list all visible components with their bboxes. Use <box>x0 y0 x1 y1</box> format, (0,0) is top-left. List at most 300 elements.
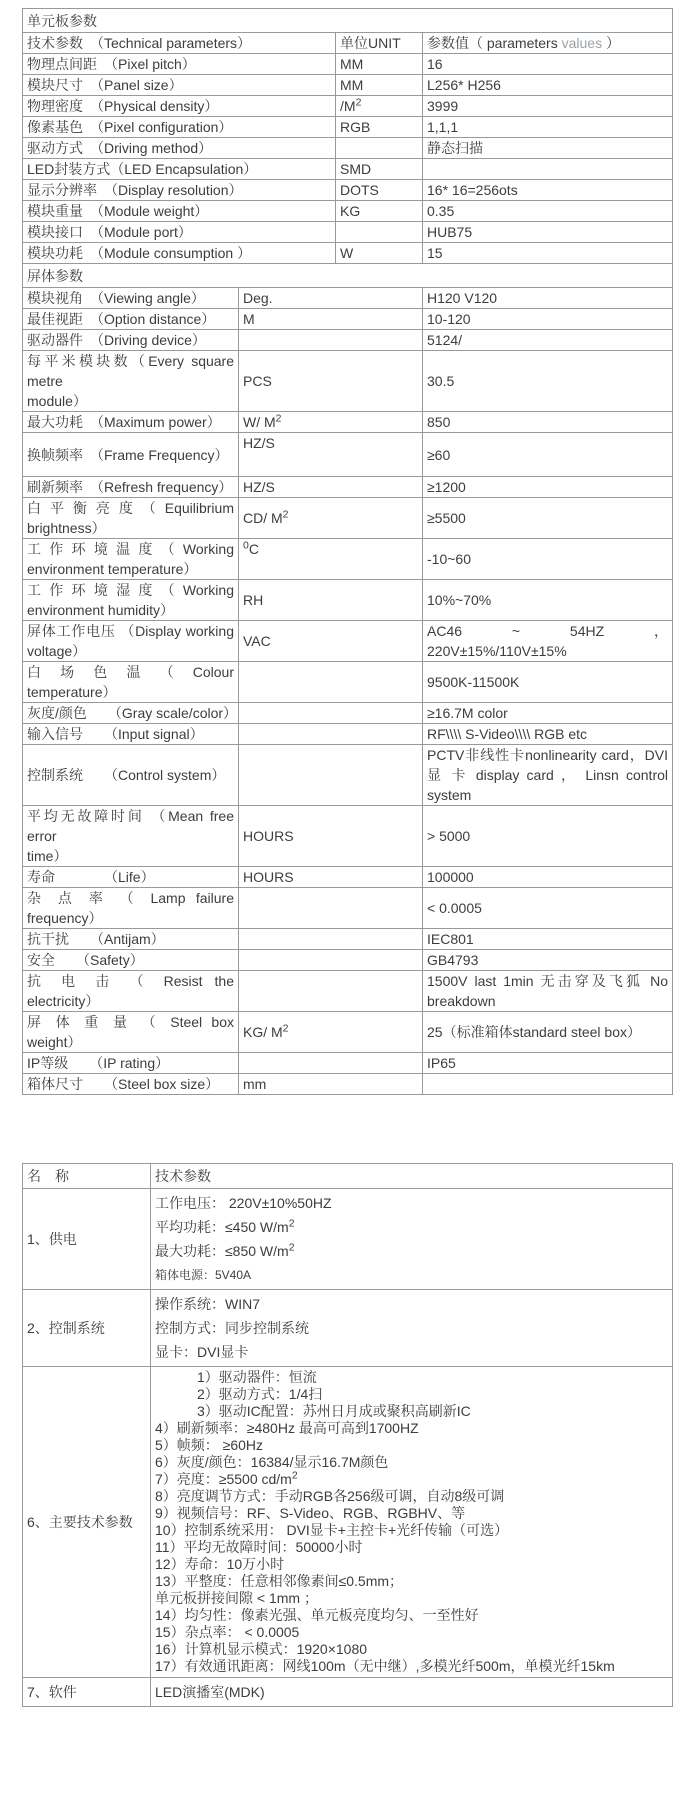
spec-line <box>155 1437 668 1454</box>
superscript: 2 <box>282 1022 289 1035</box>
text: 11）平均无故障时间：50000小时 <box>155 1539 363 1555</box>
unit-cell <box>239 806 423 867</box>
unit-cell <box>239 724 423 745</box>
screen-tech-table-body <box>23 1189 673 1707</box>
text: 平均功耗：≤450 W/m <box>155 1219 289 1235</box>
text: 寿命 （Life） <box>27 869 155 885</box>
spec-line <box>155 1505 668 1522</box>
justified-line: 1500V last 1min 无击穿及飞狐 No <box>427 973 668 989</box>
spec-row <box>23 867 673 888</box>
unit-cell <box>239 888 423 929</box>
text: W/ M <box>243 414 276 430</box>
text: CD/ M <box>243 510 283 526</box>
unit-cell <box>336 138 423 159</box>
text: time） <box>27 848 68 864</box>
text: ≥16.7M color <box>427 705 508 721</box>
spec-row <box>23 288 673 309</box>
text: VAC <box>243 633 271 649</box>
justified-line: 白 平 衡 亮 度 （ Equilibrium <box>27 500 234 516</box>
unit-cell <box>239 288 423 309</box>
parameter-cell <box>23 950 239 971</box>
spec-row <box>23 201 673 222</box>
spec-line <box>155 1607 668 1624</box>
value-cell <box>423 971 673 1012</box>
parameter-cell <box>23 33 336 54</box>
spec-row <box>23 703 673 724</box>
text: C <box>248 541 259 557</box>
value-cell <box>423 138 673 159</box>
text: 驱动方式 （Driving method） <box>27 140 213 156</box>
text: environment humidity） <box>27 602 175 618</box>
text: breakdown <box>427 993 496 1009</box>
unit-cell <box>336 222 423 243</box>
spec-row <box>23 159 673 180</box>
unit-cell <box>336 159 423 180</box>
text: 10）控制系统采用： DVI显卡+主控卡+光纤传输（可选） <box>155 1522 509 1538</box>
justified-line: AC46 ~ 54HZ ， <box>427 623 668 639</box>
text: 5124/ <box>427 332 463 348</box>
unit-cell <box>239 412 423 433</box>
spec-row <box>23 412 673 433</box>
text: ≥1200 <box>427 479 466 495</box>
text: H120 V120 <box>427 290 498 306</box>
parameter-cell <box>23 159 336 180</box>
text: electricity） <box>27 993 100 1009</box>
text: 220V±15%/110V±15% <box>427 643 567 659</box>
parameter-cell <box>23 288 239 309</box>
text: 4）刷新频率：≥480Hz 最高可高到1700HZ <box>155 1420 419 1436</box>
section-title: 单元板参数 <box>23 9 673 33</box>
name-cell: 6、主要技术参数 <box>23 1367 151 1678</box>
spec-row <box>23 243 673 264</box>
text: IEC801 <box>427 931 474 947</box>
text: 模块重量 （Module weight） <box>27 203 209 219</box>
spec-line <box>155 1471 668 1488</box>
text: DOTS <box>340 182 379 198</box>
spec-row <box>23 1053 673 1074</box>
unit-cell <box>239 433 423 477</box>
parameter-cell <box>23 412 239 433</box>
text: 3）驱动IC配置：苏州日月成或聚积高刷新IC <box>155 1403 471 1419</box>
spec-row <box>23 498 673 539</box>
text: voltage） <box>27 643 87 659</box>
text: 3999 <box>427 98 459 114</box>
text: environment temperature） <box>27 561 198 577</box>
unit-cell <box>239 1053 423 1074</box>
text: 850 <box>427 414 451 430</box>
text: 14）均匀性：像素光强、单元板亮度均匀、一至性好 <box>155 1607 479 1623</box>
unit-board-parameters-table <box>22 8 673 1095</box>
text: 箱体尺寸 （Steel box size） <box>27 1076 220 1092</box>
unit-cell <box>336 243 423 264</box>
tech-params-cell <box>151 1678 673 1707</box>
parameter-cell <box>23 498 239 539</box>
parameter-cell <box>23 1053 239 1074</box>
spec-line <box>155 1522 668 1539</box>
value-cell <box>423 950 673 971</box>
text: 5）帧频： ≥60Hz <box>155 1437 264 1453</box>
text: KG/ M <box>243 1024 283 1040</box>
spec-line <box>155 1573 668 1590</box>
value-cell <box>423 222 673 243</box>
spec-row <box>23 1189 673 1290</box>
value-cell <box>423 621 673 662</box>
value-cell <box>423 309 673 330</box>
justified-line: 显 卡 display card ， Linsn control <box>427 767 668 783</box>
text: MM <box>340 56 364 72</box>
spec-line <box>155 1420 668 1437</box>
unit-cell <box>239 929 423 950</box>
spec-line <box>155 1263 668 1287</box>
unit-cell <box>239 621 423 662</box>
text: LED演播室(MDK) <box>155 1684 265 1700</box>
parameter-cell <box>23 117 336 138</box>
parameter-cell <box>23 703 239 724</box>
parameter-cell <box>23 201 336 222</box>
text: 10%~70% <box>427 592 492 608</box>
unit-cell <box>239 1074 423 1095</box>
parameter-cell <box>23 971 239 1012</box>
text: 16 <box>427 56 443 72</box>
parameter-cell <box>23 243 336 264</box>
table-header-row <box>23 1164 673 1189</box>
name-column-header: 名 称 <box>23 1164 151 1189</box>
text: 静态扫描 <box>427 140 483 156</box>
spec-line <box>155 1539 668 1556</box>
value-cell <box>423 159 673 180</box>
text: 16）计算机显示模式：1920×1080 <box>155 1641 368 1657</box>
unit-cell <box>239 309 423 330</box>
value-cell <box>423 703 673 724</box>
text: 物理密度 （Physical density） <box>27 98 219 114</box>
text: 25（标准箱体standard steel box） <box>427 1024 641 1040</box>
justified-line: 屏体工作电压 （Display working <box>27 623 234 639</box>
text: 9）视频信号：RF、S-Video、RGB、RGBHV、等 <box>155 1505 466 1521</box>
text: 12）寿命：10万小时 <box>155 1556 285 1572</box>
text: 最大功耗：≤850 W/m <box>155 1243 289 1259</box>
spec-line <box>155 1215 668 1239</box>
text: 刷新频率 （Refresh frequency） <box>27 479 233 495</box>
text: 箱体电源：5V40A <box>155 1268 252 1282</box>
superscript: 2 <box>291 1469 298 1482</box>
justified-line: 工 作 环 境 湿 度 （ Working <box>27 582 234 598</box>
spec-row <box>23 1678 673 1707</box>
parameter-cell <box>23 330 239 351</box>
spec-row <box>23 222 673 243</box>
text: /M <box>340 98 356 114</box>
text: ≥5500 <box>427 510 466 526</box>
spec-row <box>23 1367 673 1678</box>
text: 单元板拼接间隙 < 1mm ； <box>155 1590 318 1606</box>
parameter-cell <box>23 806 239 867</box>
value-cell <box>423 288 673 309</box>
justified-line: 杂 点 率 （ Lamp failure <box>27 890 234 906</box>
value-cell <box>423 351 673 412</box>
unit-cell <box>336 33 423 54</box>
parameter-cell <box>23 888 239 929</box>
parameter-cell <box>23 867 239 888</box>
justified-line: 平均无故障时间 （Mean free error <box>27 808 234 844</box>
spec-row <box>23 971 673 1012</box>
text: 操作系统：WIN7 <box>155 1296 260 1312</box>
value-cell <box>423 1074 673 1095</box>
spec-line <box>155 1624 668 1641</box>
parameter-cell <box>23 54 336 75</box>
text: 17）有效通讯距离：网线100m（无中继）,多模光纤500m，单模光纤15km <box>155 1658 615 1674</box>
spec-line <box>155 1658 668 1675</box>
spec-row <box>23 888 673 929</box>
text: brightness） <box>27 520 106 536</box>
value-cell <box>423 745 673 806</box>
section-title-row <box>23 264 673 288</box>
spec-row <box>23 1012 673 1053</box>
value-cell <box>423 724 673 745</box>
text: 参数值（ parameters <box>427 35 562 51</box>
spec-row <box>23 1290 673 1367</box>
text: -10~60 <box>427 551 471 567</box>
parameter-cell <box>23 138 336 159</box>
value-cell <box>423 412 673 433</box>
text: 7）亮度：≥5500 cd/m <box>155 1471 292 1487</box>
text: 换帧频率 （Frame Frequency） <box>27 446 229 463</box>
unit-cell <box>239 867 423 888</box>
section-title-row <box>23 9 673 33</box>
text: 最佳视距 （Option distance） <box>27 311 216 327</box>
superscript: 2 <box>275 412 282 425</box>
text: 模块接口 （Module port） <box>27 224 192 240</box>
spec-line <box>155 1369 668 1386</box>
parameter-cell <box>23 75 336 96</box>
spec-line <box>155 1316 668 1340</box>
parameter-cell <box>23 724 239 745</box>
spec-row <box>23 950 673 971</box>
spec-row <box>23 477 673 498</box>
value-cell <box>423 539 673 580</box>
text: 驱动器件 （Driving device） <box>27 332 206 348</box>
tech-params-cell <box>151 1189 673 1290</box>
text: HUB75 <box>427 224 473 240</box>
text: 控制系统 （Control system） <box>27 767 226 783</box>
text: frequency） <box>27 910 103 926</box>
text: IP等级 （IP rating） <box>27 1055 170 1071</box>
spec-row <box>23 662 673 703</box>
value-cell <box>423 180 673 201</box>
unit-cell <box>336 117 423 138</box>
spec-line <box>155 1556 668 1573</box>
spec-row <box>23 54 673 75</box>
superscript: 2 <box>288 1241 295 1254</box>
section-title: 屏体参数 <box>23 264 673 288</box>
unit-cell <box>239 662 423 703</box>
value-cell <box>423 117 673 138</box>
text: < 0.0005 <box>427 900 482 916</box>
text: 0.35 <box>427 203 455 219</box>
name-cell: 1、供电 <box>23 1189 151 1290</box>
spec-row <box>23 621 673 662</box>
superscript: 0 <box>243 539 249 552</box>
spec-line <box>155 1488 668 1505</box>
parameter-cell <box>23 309 239 330</box>
unit-cell <box>239 498 423 539</box>
text: 9500K-11500K <box>427 674 520 690</box>
value-cell <box>423 433 673 477</box>
value-cell <box>423 888 673 929</box>
tech-params-cell <box>151 1367 673 1678</box>
text: 模块功耗 （Module consumption ） <box>27 245 252 261</box>
spec-row <box>23 96 673 117</box>
spec-row <box>23 433 673 477</box>
spec-row <box>23 309 673 330</box>
unit-cell <box>239 950 423 971</box>
unit-cell <box>239 351 423 412</box>
text: 安全 （Safety） <box>27 952 144 968</box>
tech-params-column-header: 技术参数 <box>151 1164 673 1189</box>
text: 物理点间距 （Pixel pitch） <box>27 56 196 72</box>
unit-cell <box>336 54 423 75</box>
value-cell <box>423 33 673 54</box>
text: > 5000 <box>427 828 471 844</box>
text: 最大功耗 （Maximum power） <box>27 414 221 430</box>
value-cell <box>423 806 673 867</box>
spec-row <box>23 75 673 96</box>
text: 15 <box>427 245 443 261</box>
value-cell <box>423 867 673 888</box>
muted-text: values <box>561 35 603 51</box>
justified-line: 抗 电 击 （ Resist the <box>27 973 234 989</box>
text: temperature） <box>27 684 117 700</box>
spec-row <box>23 1074 673 1095</box>
text: 2）驱动方式：1/4扫 <box>155 1386 323 1402</box>
text: L256* H256 <box>427 77 501 93</box>
spec-line <box>155 1386 668 1403</box>
spec-line <box>155 1680 668 1704</box>
text: RH <box>243 592 264 608</box>
text: 模块视角 （Viewing angle） <box>27 290 205 306</box>
text: 10-120 <box>427 311 471 327</box>
text: 灰度/颜色 （Gray scale/color） <box>27 705 238 721</box>
text: GB4793 <box>427 952 479 968</box>
text: Deg. <box>243 290 273 306</box>
value-cell <box>423 580 673 621</box>
unit-board-table-body <box>23 9 673 1095</box>
text: SMD <box>340 161 372 177</box>
parameter-cell <box>23 621 239 662</box>
spec-row <box>23 117 673 138</box>
value-cell <box>423 1053 673 1074</box>
unit-cell <box>239 477 423 498</box>
text: weight） <box>27 1034 82 1050</box>
text: 1,1,1 <box>427 119 459 135</box>
parameter-cell <box>23 1074 239 1095</box>
value-cell <box>423 498 673 539</box>
text: 13）平整度：任意相邻像素间≤0.5mm； <box>155 1573 404 1589</box>
value-cell <box>423 477 673 498</box>
parameter-cell <box>23 929 239 950</box>
spec-line <box>155 1454 668 1471</box>
spec-row <box>23 330 673 351</box>
unit-cell <box>336 180 423 201</box>
spec-row <box>23 745 673 806</box>
value-cell <box>423 1012 673 1053</box>
justified-line: 工 作 环 境 温 度 （ Working <box>27 541 234 557</box>
text: IP65 <box>427 1055 456 1071</box>
text: 显示分辨率 （Display resolution） <box>27 182 243 198</box>
spec-row <box>23 724 673 745</box>
unit-cell <box>336 96 423 117</box>
text: 抗干扰 （Antijam） <box>27 931 165 947</box>
unit-cell <box>239 580 423 621</box>
text: 8）亮度调节方式：手动RGB各256级可调，自动8级可调 <box>155 1488 505 1504</box>
justified-line: 白 场 色 温 （ Colour <box>27 664 234 680</box>
text: LED封装方式（LED Encapsulation） <box>27 161 258 177</box>
text: 像素基色 （Pixel configuration） <box>27 119 233 135</box>
parameter-cell <box>23 222 336 243</box>
text: RGB <box>340 119 371 135</box>
parameter-cell <box>23 745 239 806</box>
text: W <box>340 245 354 261</box>
spec-row <box>23 580 673 621</box>
value-cell <box>423 662 673 703</box>
text: 控制方式：同步控制系统 <box>155 1320 309 1336</box>
text: 6）灰度/颜色：16384/显示16.7M颜色 <box>155 1454 389 1470</box>
spec-line <box>155 1641 668 1658</box>
parameter-cell <box>23 351 239 412</box>
value-cell <box>423 330 673 351</box>
justified-line: PCTV非线性卡nonlinearity card，DVI <box>427 747 668 763</box>
text: RF\\\\ S-Video\\\\ RGB etc <box>427 726 588 742</box>
spec-row <box>23 138 673 159</box>
text: HZ/S <box>243 479 275 495</box>
text: ≥60 <box>427 446 451 463</box>
parameter-cell <box>23 1012 239 1053</box>
text: HZ/S <box>243 435 275 451</box>
parameter-cell <box>23 96 336 117</box>
name-cell: 2、控制系统 <box>23 1290 151 1367</box>
parameter-cell <box>23 433 239 477</box>
spec-row <box>23 539 673 580</box>
spec-line <box>155 1292 668 1316</box>
name-cell: 7、软件 <box>23 1678 151 1707</box>
parameter-cell <box>23 662 239 703</box>
unit-cell <box>239 703 423 724</box>
spec-line <box>155 1590 668 1607</box>
parameter-cell <box>23 580 239 621</box>
superscript: 2 <box>282 508 289 521</box>
unit-cell <box>239 1012 423 1053</box>
spec-row <box>23 806 673 867</box>
spec-line <box>155 1239 668 1263</box>
text: HOURS <box>243 869 294 885</box>
justified-line: 屏 体 重 量 （ Steel box <box>27 1014 234 1030</box>
parameter-cell <box>23 180 336 201</box>
superscript: 2 <box>288 1217 295 1230</box>
text: HOURS <box>243 828 294 844</box>
unit-cell <box>239 539 423 580</box>
text: M <box>243 311 255 327</box>
value-cell <box>423 96 673 117</box>
justified-line: 每平米模块数（Every square metre <box>27 353 234 389</box>
text: 工作电压： 220V±10%50HZ <box>155 1195 332 1211</box>
spec-line <box>155 1191 668 1215</box>
text: 技术参数 （Technical parameters） <box>27 35 252 51</box>
unit-cell <box>239 971 423 1012</box>
spec-row <box>23 351 673 412</box>
screen-tech-parameters-table <box>22 1163 673 1707</box>
text: 模块尺寸 （Panel size） <box>27 77 183 93</box>
text: 单位UNIT <box>340 35 401 51</box>
value-cell <box>423 243 673 264</box>
text: KG <box>340 203 361 219</box>
